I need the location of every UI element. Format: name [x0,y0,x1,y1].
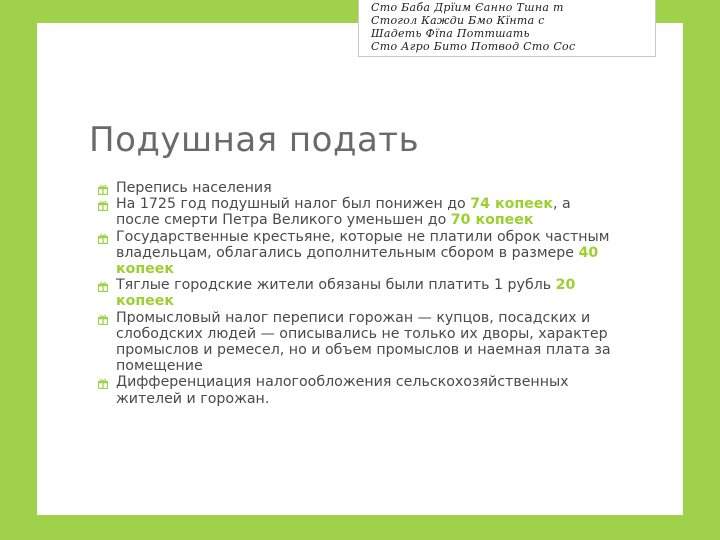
manuscript-line: Сто Баба Дрїим Єанно Тшна т [371,1,564,14]
bullet-text: Промысловый налог переписи горожан — купцов, посадских и слободских людей — описывались не только их дворы, характер промыслов и ремесел, но и объем промыслов и наемная плата за помещение [116,309,611,375]
gift-box-icon [98,232,108,242]
bullet-item [96,196,616,228]
bullet-text: Тяглые городские жители обязаны были платить 1 рубль [116,277,556,294]
bullet-list [96,180,616,407]
gift-box-icon [98,280,108,290]
bullet-text: На 1725 год подушный налог был понижен до [116,196,471,213]
manuscript-line: Сто Агро Бито Потвод Сто Сос [371,40,576,53]
slide-title: Подушная подать [89,120,420,160]
bullet-text: , а после смерти Петра Великого уменьшен до [116,196,571,229]
bullet-item [96,277,616,309]
manuscript-line: Стогол Кажди Бмо Кїнта с [371,14,545,27]
manuscript-image [358,0,656,57]
highlighted-amount: 20 копеек [116,277,576,310]
bullet-item [96,229,616,278]
bullet-text: Государственные крестьяне, которые не платили оброк частным владельцам, облагались дополнительным сбором в размере [116,228,610,261]
highlighted-amount: 40 копеек [116,244,599,278]
gift-box-icon [98,313,108,323]
bullet-item [96,374,616,406]
gift-box-icon [98,377,108,387]
gift-box-icon [98,199,108,209]
bullet-item [96,180,616,196]
bullet-text: Перепись населения [116,180,272,196]
highlighted-amount: 74 копеек [470,196,554,213]
manuscript-line: Шадеть Фїпа Поттшать [371,27,530,40]
gift-box-icon [98,183,108,193]
bullet-text: Дифференциация налогообложения сельскохозяйственных жителей и горожан. [116,374,569,407]
highlighted-amount: 70 копеек [450,212,534,229]
bullet-item [96,310,616,375]
